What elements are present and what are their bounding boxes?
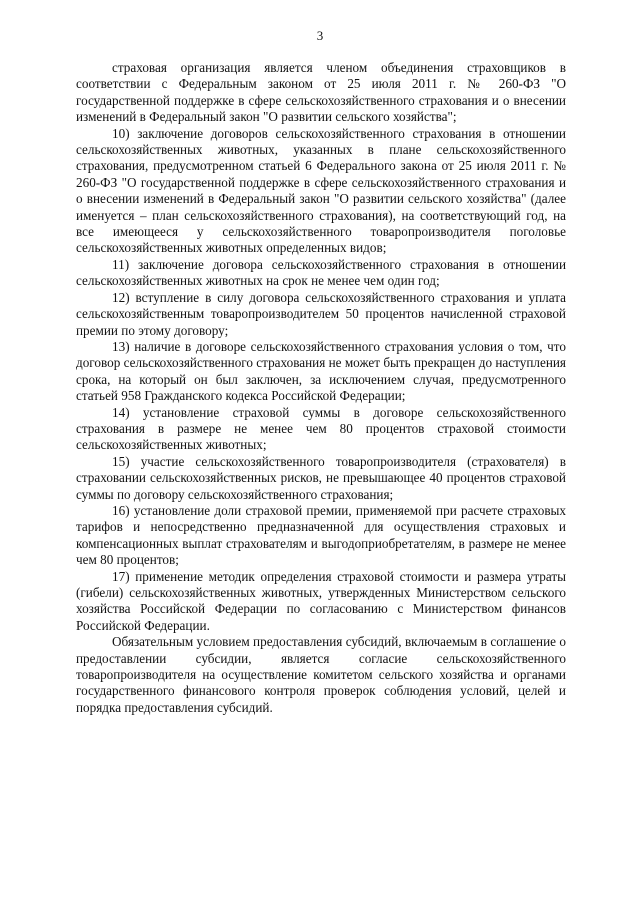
- paragraph-continuation: страховая организация является членом объединения страховщиков в соответствии с Федеральным законом от 25 июля 2011 г. № 260-ФЗ "О государственной поддержке в сфере сельскохозяйственного страхования и о внесении изменений в Федеральный закон "О развитии сельского хозяйства";: [76, 60, 566, 125]
- paragraph-item-15: 15) участие сельскохозяйственного товаропроизводителя (страхователя) в страховании сельскохозяйственных рисков, не превышающее 40 процентов страховой суммы по договору сельскохозяйственного страхования;: [76, 453, 566, 502]
- paragraph-item-16: 16) установление доли страховой премии, применяемой при расчете страховых тарифов и непосредственно предназначенной для осуществления страховых и компенсационных выплат страхователям и выгодоприобретателям, в размере не менее чем 80 процентов;: [76, 502, 566, 568]
- paragraph-item-13: 13) наличие в договоре сельскохозяйственного страхования условия о том, что договор сельскохозяйственного страхования не может быть прекращен до наступления срока, на который он был заключен, за исключением случая, предусмотренного статьей 958 Гражданского кодекса Российской Федерации;: [76, 338, 566, 404]
- paragraph-item-14: 14) установление страховой суммы в договоре сельскохозяйственного страхования в размере не менее чем 80 процентов страховой стоимости сельскохозяйственных животных;: [76, 404, 566, 453]
- page-number: 3: [316, 28, 324, 43]
- paragraph-item-10: 10) заключение договоров сельскохозяйственного страхования в отношении сельскохозяйственных животных, указанных в плане сельскохозяйственного страхования, предусмотренном статьей 6 Федерального закона от 25 июля 2011 г. № 260-ФЗ "О государственной поддержке в сфере сельскохозяйственного страхования и о внесении изменений в Федеральный закон "О развитии сельского хозяйства" (далее именуется – план сельскохозяйственного страхования), на соответствующий год, на все имеющееся у сельскохозяйственного товаропроизводителя поголовье сельскохозяйственных животных определенных видов;: [76, 125, 566, 256]
- paragraph-item-11: 11) заключение договора сельскохозяйственного страхования в отношении сельскохозяйственных животных на срок не менее чем один год;: [76, 256, 566, 289]
- paragraph-item-12: 12) вступление в силу договора сельскохозяйственного страхования и уплата сельскохозяйственным товаропроизводителем 50 процентов начисленной страховой премии по этому договору;: [76, 289, 566, 338]
- paragraph-mandatory-condition: Обязательным условием предоставления субсидий, включаемым в соглашение о предоставлении субсидии, является согласие сельскохозяйственного товаропроизводителя на осуществление комитетом сельского хозяйства и органами государственного финансового контроля проверок соблюдения условий, целей и порядка предоставления субсидий.: [76, 634, 566, 715]
- document-body: [76, 60, 566, 716]
- paragraph-item-17: 17) применение методик определения страховой стоимости и размера утраты (гибели) сельскохозяйственных животных, утвержденных Министерством сельского хозяйства Российской Федерации по согласованию с Министерством финансов Российской Федерации.: [76, 568, 566, 633]
